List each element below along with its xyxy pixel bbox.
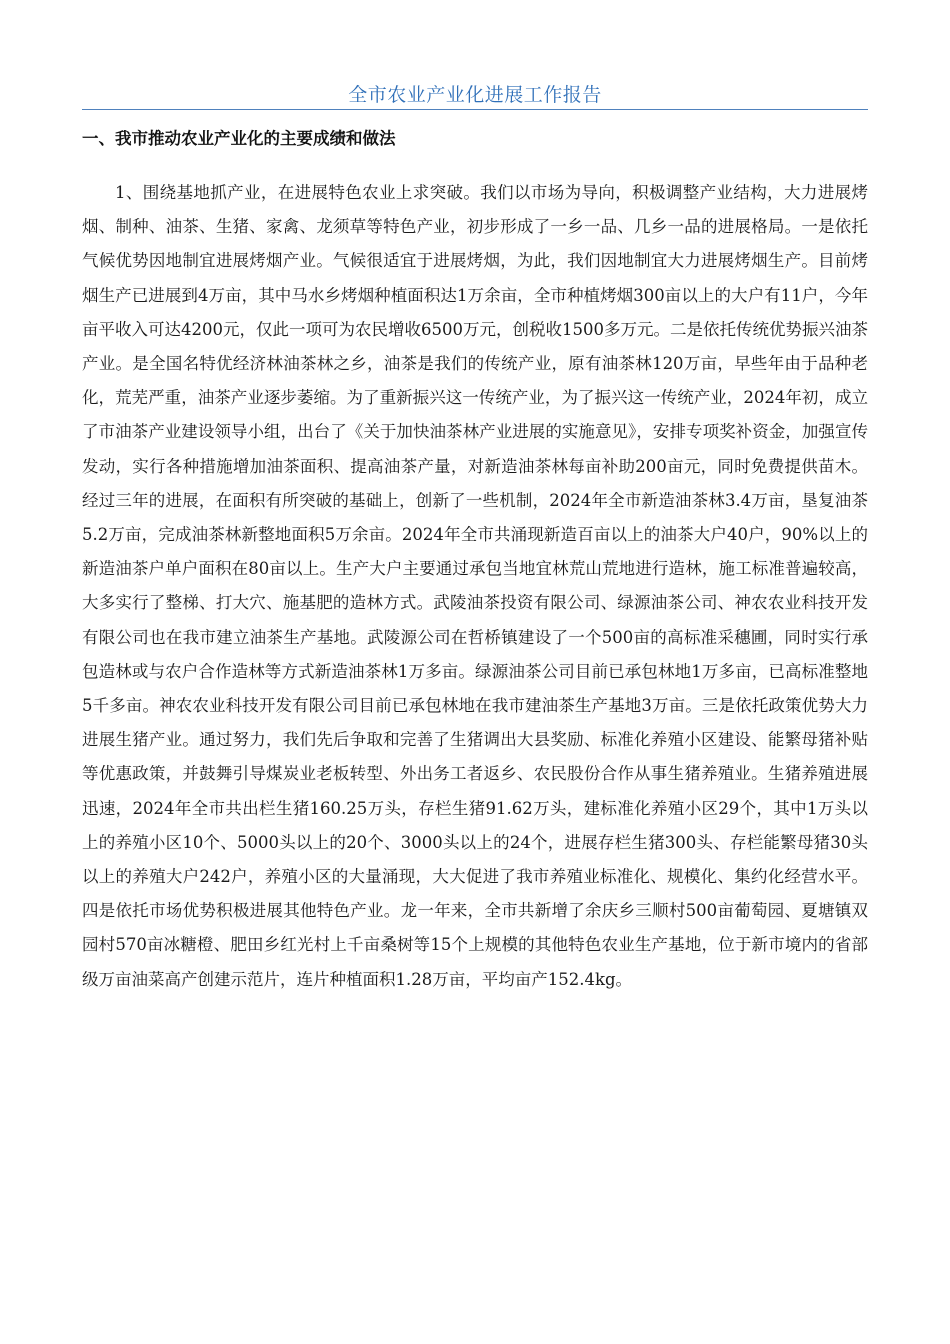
section-heading: 一、我市推动农业产业化的主要成绩和做法 (82, 129, 396, 148)
title-divider (82, 109, 868, 110)
body-paragraph: 1、围绕基地抓产业，在进展特色农业上求突破。我们以市场为导向，积极调整产业结构，大力进展烤烟、制种、油茶、生猪、家禽、龙须草等特色产业，初步形成了一乡一品、几乡一品的进展格局。一是依托气候优势因地制宜进展烤烟产业。气候很适宜于进展烤烟，为此，我们因地制宜大力进展烤烟生产。目前烤烟生产已进展到4万亩，其中马水乡烤烟种植面积达1万余亩，全市种植烤烟300亩以上的大户有11户，今年亩平收入可达4200元，仅此一项可为农民增收6500万元，创税收1500多万元。二是依托传统优势振兴油茶产业。是全国名特优经济林油茶林之乡，油茶是我们的传统产业，原有油茶林120万亩，早些年由于品种老化，荒芜严重，油茶产业逐步萎缩。为了重新振兴这一传统产业，为了振兴这一传统产业，2024年初，成立了市油茶产业建设领导小组，出台了《关于加快油茶林产业进展的实施意见》，安排专项奖补资金，加强宣传发动，实行各种措施增加油茶面积、提高油茶产量，对新造油茶林每亩补助200亩元，同时免费提供苗木。经过三年的进展，在面积有所突破的基础上，创新了一些机制，2024年全市新造油茶林3.4万亩，垦复油茶5.2万亩，完成油茶林新整地面积5万余亩。2024年全市共涌现新造百亩以上的油茶大户40户，90%以上的新造油茶户单户面积在80亩以上。生产大户主要通过承包当地宜林荒山荒地进行造林，施工标准普遍较高，大多实行了整梯、打大穴、施基肥的造林方式。武陵油茶投资有限公司、绿源油茶公司、神农农业科技开发有限公司也在我市建立油茶生产基地。武陵源公司在哲桥镇建设了一个500亩的高标准采穗圃，同时实行承包造林或与农户合作造林等方式新造油茶林1万多亩。绿源油茶公司目前已承包林地1万多亩，已高标准整地5千多亩。神农农业科技开发有限公司目前已承包林地在我市建油茶生产基地3万亩。三是依托政策优势大力进展生猪产业。通过努力，我们先后争取和完善了生猪调出大县奖励、标准化养殖小区建设、能繁母猪补贴等优惠政策，并鼓舞引导煤炭业老板转型、外出务工者返乡、农民股份合作从事生猪养殖业。生猪养殖进展迅速，2024年全市共出栏生猪160.25万头，存栏生猪91.62万头，建标准化养殖小区29个，其中1万头以上的养殖小区10个、5000头以上的20个、3000头以上的24个，进展存栏生猪300头、存栏能繁母猪30头以上的养殖大户242户，养殖小区的大量涌现，大大促进了我市养殖业标准化、规模化、集约化经营水平。四是依托市场优势积极进展其他特色产业。龙一年来，全市共新增了余庆乡三顺村500亩葡萄园、夏塘镇双园村570亩冰糖橙、肥田乡红光村上千亩桑树等15个上规模的其他特色农业生产基地，位于新市境内的省部级万亩油菜高产创建示范片，连片种植面积1.28万亩，平均亩产152.4kg。 (82, 183, 868, 989)
document-title: 全市农业产业化进展工作报告 (348, 84, 602, 106)
